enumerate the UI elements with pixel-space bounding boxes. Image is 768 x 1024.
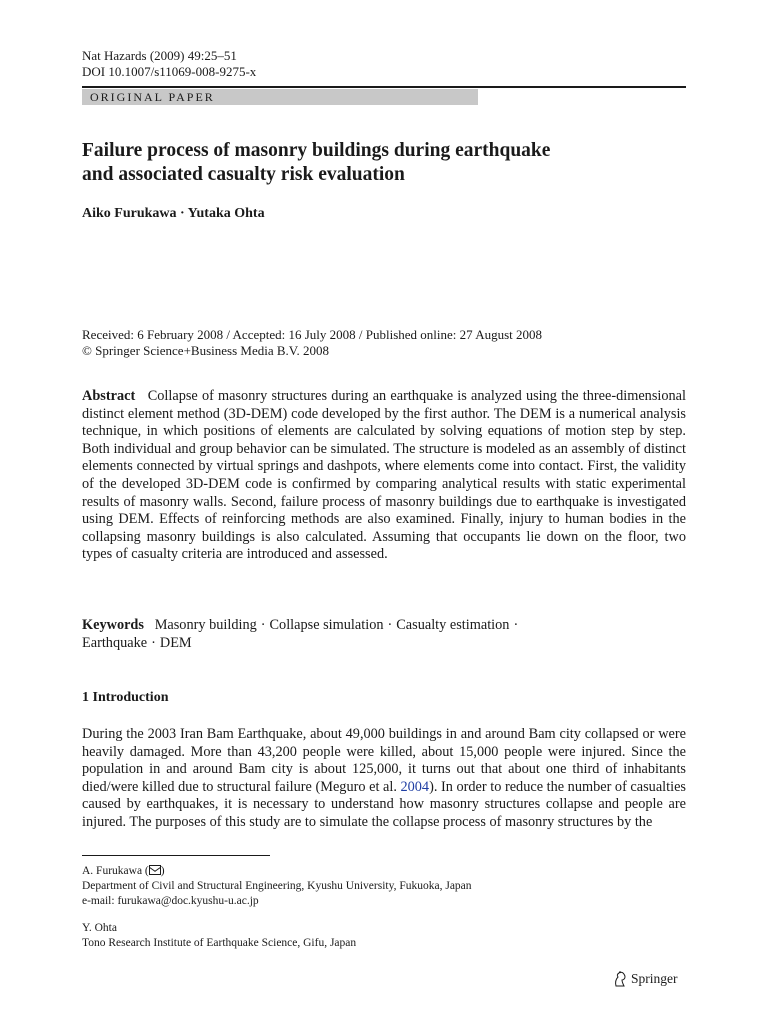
journal-citation: Nat Hazards (2009) 49:25–51 bbox=[82, 48, 237, 63]
paper-type-banner: ORIGINAL PAPER bbox=[82, 89, 478, 105]
publication-history bbox=[82, 327, 686, 359]
footnote-rule bbox=[82, 855, 270, 856]
author1-affiliation: Department of Civil and Structural Engineering, Kyushu University, Fukuoka, Japan bbox=[82, 880, 472, 892]
keyword-item: Masonry building bbox=[154, 617, 257, 633]
title-line: Failure process of masonry buildings during earthquake bbox=[82, 140, 551, 161]
keyword-item: Casualty estimation bbox=[396, 617, 510, 633]
springer-horse-icon bbox=[613, 971, 627, 987]
author2-affiliation: Tono Research Institute of Earthquake Science, Gifu, Japan bbox=[82, 937, 357, 949]
author-footnotes bbox=[82, 864, 472, 951]
author1-email: e-mail: furukawa@doc.kyushu-u.ac.jp bbox=[82, 895, 259, 907]
author1-name-end: ) bbox=[160, 865, 165, 877]
keyword-item: DEM bbox=[159, 634, 192, 651]
keyword-item: Earthquake bbox=[82, 634, 148, 651]
envelope-icon bbox=[149, 865, 161, 875]
abstract-text: Collapse of masonry structures during an earthquake is analyzed using the three-dimensional distinct element method (3D-DEM) code developed by the first author. The DEM is a numerical analysis technique, in which positions of elements are calculated by solving equations of motion step by step. Both individual and group behavior can be simulated. The structure is modeled as an assembly of distinct elements connected by virtual springs and dashpots, where elements come into contact. First, the validity of the developed 3D-DEM code is confirmed by comparing analytical results with static experimental results of masonry walls. Second, failure process of masonry buildings due to earthquake is investigated using DEM. Effects of reinforcing methods are also examined. Finally, injury to human bodies in the collapsing masonry buildings is also calculated. Assuming that occupants lie down on the floor, two types of casualty criteria are introduced and assessed. bbox=[82, 388, 686, 563]
intro-text-part: During the 2003 Iran Bam Earthquake, about 49,000 buildings in and around Bam city collapsed or were heavily damaged. More than 43,200 people were killed, about 15,000 people were injured. Since the population in and around Bam city is about 125,000, it turns out that about one third of inhabitants died/were killed due to structural failure (Meguro et al. bbox=[82, 726, 686, 795]
doi: DOI 10.1007/s11069-008-9275-x bbox=[82, 64, 257, 79]
author2-name: Y. Ohta bbox=[82, 922, 117, 934]
citation-link[interactable]: 2004 bbox=[400, 778, 430, 795]
introduction-text bbox=[82, 726, 686, 832]
author-list: Aiko Furukawa · Yutaka Ohta bbox=[82, 206, 265, 221]
publisher-name: Springer bbox=[631, 971, 678, 986]
header-rule bbox=[82, 86, 686, 88]
section-heading: 1 Introduction bbox=[82, 690, 169, 705]
history-dates: Received: 6 February 2008 / Accepted: 16 July 2008 / Published online: 27 August 2008 bbox=[82, 327, 543, 342]
keyword-item: Collapse simulation bbox=[269, 617, 384, 633]
journal-header bbox=[82, 48, 256, 80]
keywords-label: Keywords bbox=[82, 617, 144, 633]
intro-text-part: ). In order to reduce the number of casualties caused by earthquakes, it is necessary to understand how masonry structures collapse and people are injured. The purposes of this study are to simulate the collapse process of masonry structures by the bbox=[82, 778, 687, 830]
abstract bbox=[82, 388, 686, 564]
publisher-logo bbox=[613, 971, 678, 987]
abstract-label: Abstract bbox=[82, 388, 136, 404]
title-line: and associated casualty risk evaluation bbox=[82, 164, 405, 185]
paper-title bbox=[82, 139, 686, 187]
copyright-notice: © Springer Science+Business Media B.V. 2008 bbox=[82, 343, 329, 358]
author1-name: A. Furukawa ( bbox=[82, 865, 149, 877]
keywords: Keywords Masonry building · Collapse simulation · Casualty estimation · Earthquake · DEM bbox=[82, 617, 519, 651]
footnote-author1 bbox=[82, 864, 472, 879]
